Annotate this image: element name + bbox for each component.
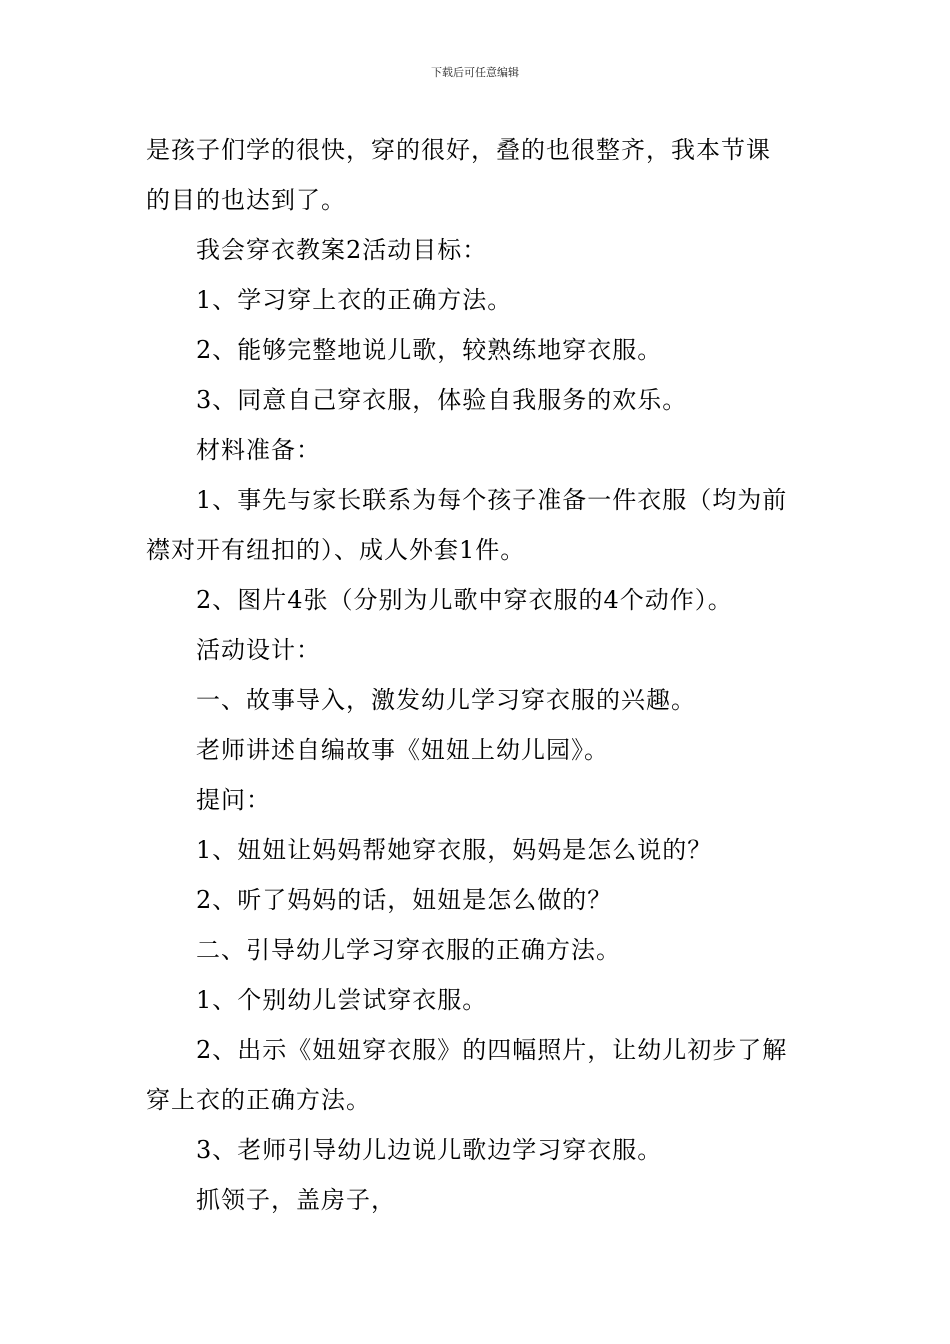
page-header: 下载后可任意编辑 bbox=[431, 66, 519, 79]
list-item-continuation: 穿上衣的正确方法。 bbox=[146, 1086, 371, 1114]
paragraph-line: 是孩子们学的很快，穿的很好，叠的也很整齐，我本节课 bbox=[146, 136, 771, 164]
list-item: 3、同意自己穿衣服，体验自我服务的欢乐。 bbox=[196, 386, 688, 414]
list-item: 1、事先与家长联系为每个孩子准备一件衣服（均为前 bbox=[196, 486, 788, 514]
section-heading: 材料准备： bbox=[196, 436, 321, 464]
list-item: 1、妞妞让妈妈帮她穿衣服，妈妈是怎么说的？ bbox=[196, 836, 713, 864]
list-item: 2、能够完整地说儿歌，较熟练地穿衣服。 bbox=[196, 336, 663, 364]
section-heading: 活动设计： bbox=[196, 636, 321, 664]
list-item: 二、引导幼儿学习穿衣服的正确方法。 bbox=[196, 936, 621, 964]
list-item: 3、老师引导幼儿边说儿歌边学习穿衣服。 bbox=[196, 1136, 663, 1164]
section-heading: 提问： bbox=[196, 786, 271, 814]
paragraph-line: 老师讲述自编故事《妞妞上幼儿园》。 bbox=[196, 736, 609, 764]
paragraph-line: 的目的也达到了。 bbox=[146, 186, 346, 214]
list-item: 1、学习穿上衣的正确方法。 bbox=[196, 286, 513, 314]
list-item: 2、出示《妞妞穿衣服》的四幅照片，让幼儿初步了解 bbox=[196, 1036, 788, 1064]
rhyme-line: 抓领子，盖房子， bbox=[196, 1186, 396, 1214]
list-item-continuation: 襟对开有纽扣的）、成人外套1件。 bbox=[146, 536, 526, 564]
section-heading: 我会穿衣教案2活动目标： bbox=[196, 236, 488, 264]
list-item: 2、图片4张（分别为儿歌中穿衣服的4个动作）。 bbox=[196, 586, 733, 614]
list-item: 一、故事导入，激发幼儿学习穿衣服的兴趣。 bbox=[196, 686, 696, 714]
document-body bbox=[146, 125, 808, 1225]
list-item: 2、听了妈妈的话，妞妞是怎么做的？ bbox=[196, 886, 613, 914]
list-item: 1、个别幼儿尝试穿衣服。 bbox=[196, 986, 488, 1014]
